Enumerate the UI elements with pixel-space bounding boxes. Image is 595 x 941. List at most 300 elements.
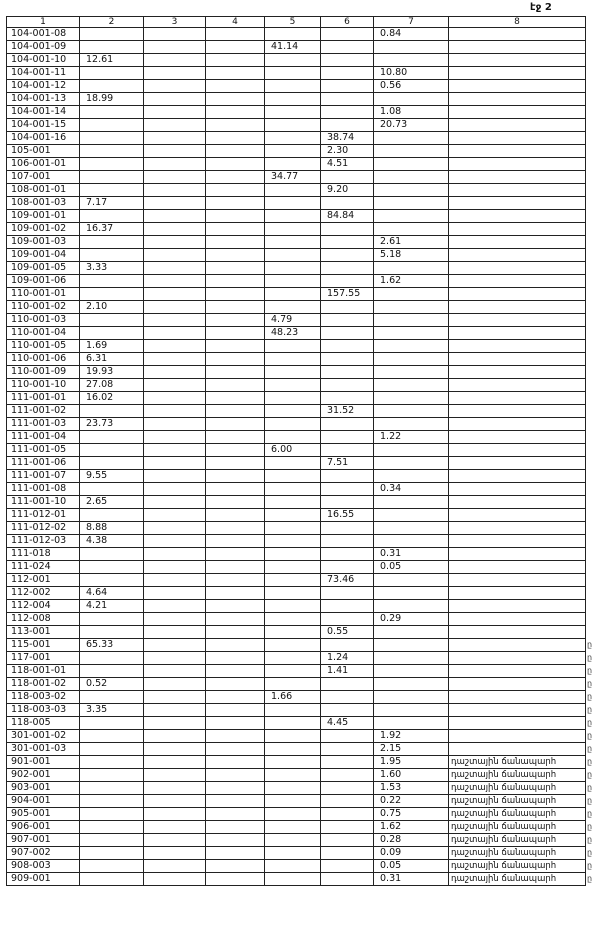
value-cell: 1.69: [80, 340, 144, 353]
note-cell: [449, 704, 586, 717]
value-cell: [206, 28, 265, 41]
table-row: [7, 314, 586, 327]
value-cell: [206, 548, 265, 561]
value-cell: [206, 197, 265, 210]
parcel-code-cell: 104-001-12: [7, 80, 80, 93]
value-cell: [206, 665, 265, 678]
value-cell: [144, 41, 206, 54]
parcel-code-cell: 110-001-03: [7, 314, 80, 327]
parcel-code-cell: 111-012-02: [7, 522, 80, 535]
value-cell: 8.88: [80, 522, 144, 535]
value-cell: [206, 353, 265, 366]
value-cell: 4.45: [321, 717, 374, 730]
value-cell: [321, 873, 374, 886]
table-row: [7, 431, 586, 444]
table-row: [7, 613, 586, 626]
note-cell: [449, 509, 586, 522]
table-row: [7, 184, 586, 197]
note-cell: [449, 54, 586, 67]
value-cell: [144, 808, 206, 821]
value-cell: [206, 431, 265, 444]
value-cell: [80, 119, 144, 132]
value-cell: [144, 223, 206, 236]
value-cell: [206, 275, 265, 288]
value-cell: [265, 704, 321, 717]
value-cell: 3.33: [80, 262, 144, 275]
value-cell: [80, 28, 144, 41]
parcel-code-cell: 118-003-02: [7, 691, 80, 704]
value-cell: [321, 106, 374, 119]
table-row: [7, 275, 586, 288]
value-cell: 0.84: [374, 28, 449, 41]
note-cell: դաշտային ճանապարհ: [449, 873, 586, 886]
value-cell: [374, 314, 449, 327]
value-cell: [321, 93, 374, 106]
value-cell: [321, 535, 374, 548]
column-header-8: 8: [449, 17, 586, 28]
value-cell: [374, 54, 449, 67]
note-cell: [449, 262, 586, 275]
table-row: [7, 457, 586, 470]
value-cell: 16.37: [80, 223, 144, 236]
value-cell: [321, 704, 374, 717]
value-cell: [144, 158, 206, 171]
value-cell: [374, 691, 449, 704]
value-cell: 2.65: [80, 496, 144, 509]
value-cell: [80, 613, 144, 626]
value-cell: [265, 782, 321, 795]
table-row: [7, 678, 586, 691]
value-cell: [374, 340, 449, 353]
value-cell: 3.35: [80, 704, 144, 717]
note-cell: դաշտային ճանապարհ: [449, 756, 586, 769]
note-cell: դաշտային ճանապարհ: [449, 769, 586, 782]
value-cell: [206, 67, 265, 80]
value-cell: [374, 522, 449, 535]
parcel-code-cell: 109-001-03: [7, 236, 80, 249]
value-cell: [265, 561, 321, 574]
table-row: [7, 392, 586, 405]
value-cell: [265, 340, 321, 353]
table-row: [7, 340, 586, 353]
parcel-code-cell: 111-001-04: [7, 431, 80, 444]
value-cell: [144, 678, 206, 691]
value-cell: 1.24: [321, 652, 374, 665]
value-cell: 38.74: [321, 132, 374, 145]
value-cell: [265, 743, 321, 756]
value-cell: [206, 210, 265, 223]
value-cell: 1.66: [265, 691, 321, 704]
value-cell: 1.62: [374, 821, 449, 834]
value-cell: [265, 665, 321, 678]
value-cell: [321, 418, 374, 431]
value-cell: 0.22: [374, 795, 449, 808]
parcel-code-cell: 301-001-02: [7, 730, 80, 743]
value-cell: [265, 717, 321, 730]
table-row: [7, 652, 586, 665]
parcel-code-cell: 118-001-02: [7, 678, 80, 691]
value-cell: [265, 275, 321, 288]
value-cell: [80, 782, 144, 795]
value-cell: [206, 717, 265, 730]
parcel-code-cell: 902-001: [7, 769, 80, 782]
value-cell: [265, 106, 321, 119]
column-header-3: 3: [144, 17, 206, 28]
value-cell: [206, 457, 265, 470]
trailing-mark: ը: [587, 744, 593, 753]
parcel-code-cell: 118-005: [7, 717, 80, 730]
value-cell: [144, 496, 206, 509]
value-cell: [80, 743, 144, 756]
value-cell: 16.02: [80, 392, 144, 405]
value-cell: [265, 119, 321, 132]
value-cell: [321, 730, 374, 743]
value-cell: 4.79: [265, 314, 321, 327]
note-cell: [449, 561, 586, 574]
table-row: [7, 288, 586, 301]
value-cell: [144, 197, 206, 210]
parcel-code-cell: 109-001-02: [7, 223, 80, 236]
note-cell: [449, 327, 586, 340]
table-row: [7, 522, 586, 535]
parcel-code-cell: 110-001-10: [7, 379, 80, 392]
note-cell: [449, 353, 586, 366]
table-row: [7, 262, 586, 275]
parcel-code-cell: 104-001-08: [7, 28, 80, 41]
value-cell: [265, 145, 321, 158]
value-cell: [206, 730, 265, 743]
value-cell: [144, 171, 206, 184]
value-cell: [144, 392, 206, 405]
value-cell: [144, 288, 206, 301]
value-cell: [265, 678, 321, 691]
value-cell: [144, 145, 206, 158]
value-cell: [265, 223, 321, 236]
parcel-code-cell: 109-001-06: [7, 275, 80, 288]
value-cell: [206, 418, 265, 431]
value-cell: [206, 652, 265, 665]
note-cell: [449, 665, 586, 678]
value-cell: [144, 405, 206, 418]
value-cell: [206, 756, 265, 769]
value-cell: [321, 119, 374, 132]
parcel-code-cell: 301-001-03: [7, 743, 80, 756]
value-cell: [144, 847, 206, 860]
value-cell: [144, 639, 206, 652]
parcel-code-cell: 112-008: [7, 613, 80, 626]
value-cell: [265, 548, 321, 561]
value-cell: [206, 236, 265, 249]
value-cell: 1.95: [374, 756, 449, 769]
parcel-code-cell: 111-012-03: [7, 535, 80, 548]
value-cell: [206, 288, 265, 301]
value-cell: [206, 392, 265, 405]
value-cell: [374, 574, 449, 587]
parcel-code-cell: 117-001: [7, 652, 80, 665]
value-cell: [80, 405, 144, 418]
value-cell: [265, 600, 321, 613]
table-row: [7, 80, 586, 93]
table-row: [7, 197, 586, 210]
parcel-code-cell: 111-024: [7, 561, 80, 574]
table-row: [7, 574, 586, 587]
value-cell: [321, 314, 374, 327]
value-cell: [144, 756, 206, 769]
value-cell: [144, 574, 206, 587]
parcel-code-cell: 111-001-07: [7, 470, 80, 483]
value-cell: [144, 561, 206, 574]
value-cell: [144, 730, 206, 743]
value-cell: [374, 41, 449, 54]
value-cell: [80, 769, 144, 782]
table-row: [7, 834, 586, 847]
value-cell: [206, 314, 265, 327]
table-row: [7, 730, 586, 743]
value-cell: [206, 405, 265, 418]
parcel-code-cell: 110-001-09: [7, 366, 80, 379]
value-cell: [144, 210, 206, 223]
parcel-code-cell: 111-001-08: [7, 483, 80, 496]
value-cell: [144, 431, 206, 444]
value-cell: [144, 67, 206, 80]
value-cell: [80, 756, 144, 769]
parcel-code-cell: 111-012-01: [7, 509, 80, 522]
trailing-mark: ը: [587, 757, 593, 766]
value-cell: [144, 314, 206, 327]
trailing-mark: ը: [587, 822, 593, 831]
note-cell: դաշտային ճանապարհ: [449, 847, 586, 860]
value-cell: [374, 665, 449, 678]
value-cell: [321, 197, 374, 210]
value-cell: 0.05: [374, 561, 449, 574]
value-cell: [206, 769, 265, 782]
value-cell: [144, 418, 206, 431]
parcel-code-cell: 110-001-04: [7, 327, 80, 340]
parcel-code-cell: 104-001-16: [7, 132, 80, 145]
value-cell: [265, 379, 321, 392]
value-cell: [374, 717, 449, 730]
value-cell: [206, 93, 265, 106]
value-cell: [321, 691, 374, 704]
value-cell: [144, 704, 206, 717]
table-row: [7, 860, 586, 873]
value-cell: [265, 132, 321, 145]
value-cell: [265, 470, 321, 483]
value-cell: [374, 639, 449, 652]
value-cell: [144, 821, 206, 834]
value-cell: [321, 353, 374, 366]
value-cell: [321, 431, 374, 444]
value-cell: [321, 834, 374, 847]
value-cell: [144, 743, 206, 756]
value-cell: [374, 327, 449, 340]
value-cell: [80, 236, 144, 249]
column-header-2: 2: [80, 17, 144, 28]
value-cell: [80, 561, 144, 574]
value-cell: [374, 262, 449, 275]
value-cell: [206, 132, 265, 145]
table-row: [7, 236, 586, 249]
value-cell: 73.46: [321, 574, 374, 587]
value-cell: [265, 457, 321, 470]
value-cell: [374, 600, 449, 613]
parcel-code-cell: 104-001-13: [7, 93, 80, 106]
value-cell: [321, 41, 374, 54]
value-cell: [144, 782, 206, 795]
trailing-mark: ը: [587, 848, 593, 857]
value-cell: 31.52: [321, 405, 374, 418]
table-row: [7, 145, 586, 158]
value-cell: [206, 340, 265, 353]
note-cell: [449, 314, 586, 327]
value-cell: [80, 691, 144, 704]
value-cell: [80, 158, 144, 171]
value-cell: [80, 509, 144, 522]
table-row: [7, 691, 586, 704]
value-cell: 27.08: [80, 379, 144, 392]
value-cell: [144, 613, 206, 626]
value-cell: [265, 496, 321, 509]
table-row: [7, 93, 586, 106]
note-cell: [449, 457, 586, 470]
value-cell: [321, 379, 374, 392]
parcel-code-cell: 113-001: [7, 626, 80, 639]
value-cell: [206, 184, 265, 197]
value-cell: [206, 847, 265, 860]
value-cell: [321, 548, 374, 561]
value-cell: [374, 197, 449, 210]
value-cell: [144, 340, 206, 353]
value-cell: [321, 366, 374, 379]
value-cell: 2.30: [321, 145, 374, 158]
trailing-mark: ը: [587, 666, 593, 675]
value-cell: [206, 80, 265, 93]
value-cell: [206, 327, 265, 340]
table-body: [7, 28, 586, 886]
value-cell: [80, 548, 144, 561]
value-cell: [206, 678, 265, 691]
value-cell: [321, 821, 374, 834]
value-cell: [265, 483, 321, 496]
value-cell: 5.18: [374, 249, 449, 262]
table-row: [7, 301, 586, 314]
table-row: [7, 561, 586, 574]
table-row: [7, 106, 586, 119]
table-row: [7, 249, 586, 262]
table-row: [7, 626, 586, 639]
value-cell: [80, 327, 144, 340]
note-cell: [449, 249, 586, 262]
value-cell: [144, 132, 206, 145]
value-cell: [206, 808, 265, 821]
value-cell: 9.20: [321, 184, 374, 197]
value-cell: [374, 626, 449, 639]
table-row: [7, 782, 586, 795]
value-cell: [144, 483, 206, 496]
value-cell: 18.99: [80, 93, 144, 106]
value-cell: [80, 847, 144, 860]
table-row: [7, 873, 586, 886]
value-cell: [265, 652, 321, 665]
value-cell: [80, 132, 144, 145]
value-cell: 6.31: [80, 353, 144, 366]
table-row: [7, 444, 586, 457]
value-cell: [144, 262, 206, 275]
parcel-code-cell: 112-004: [7, 600, 80, 613]
value-cell: [206, 106, 265, 119]
table-row: [7, 366, 586, 379]
value-cell: [321, 275, 374, 288]
note-cell: դաշտային ճանապարհ: [449, 860, 586, 873]
value-cell: 84.84: [321, 210, 374, 223]
value-cell: [265, 821, 321, 834]
value-cell: [144, 522, 206, 535]
value-cell: [80, 457, 144, 470]
note-cell: [449, 444, 586, 457]
value-cell: 1.60: [374, 769, 449, 782]
value-cell: [321, 236, 374, 249]
value-cell: 41.14: [265, 41, 321, 54]
value-cell: [144, 444, 206, 457]
value-cell: [144, 184, 206, 197]
value-cell: [265, 158, 321, 171]
value-cell: 7.17: [80, 197, 144, 210]
value-cell: [265, 210, 321, 223]
note-cell: [449, 132, 586, 145]
value-cell: [206, 704, 265, 717]
note-cell: [449, 184, 586, 197]
value-cell: [321, 808, 374, 821]
table-row: [7, 158, 586, 171]
table-row: [7, 327, 586, 340]
note-cell: [449, 535, 586, 548]
table-row: [7, 496, 586, 509]
value-cell: [80, 834, 144, 847]
parcel-code-cell: 118-003-03: [7, 704, 80, 717]
value-cell: 0.75: [374, 808, 449, 821]
note-cell: [449, 639, 586, 652]
trailing-mark: ը: [587, 692, 593, 701]
value-cell: [206, 379, 265, 392]
value-cell: [265, 184, 321, 197]
trailing-mark: ը: [587, 679, 593, 688]
value-cell: [374, 353, 449, 366]
value-cell: 0.28: [374, 834, 449, 847]
trailing-mark: ը: [587, 835, 593, 844]
value-cell: 2.61: [374, 236, 449, 249]
trailing-mark: ը: [587, 731, 593, 740]
parcel-code-cell: 906-001: [7, 821, 80, 834]
table-row: [7, 756, 586, 769]
value-cell: [144, 249, 206, 262]
value-cell: [80, 184, 144, 197]
parcel-code-cell: 905-001: [7, 808, 80, 821]
value-cell: [80, 574, 144, 587]
value-cell: [374, 470, 449, 483]
parcel-code-cell: 110-001-01: [7, 288, 80, 301]
table-row: [7, 210, 586, 223]
value-cell: [374, 288, 449, 301]
parcel-code-cell: 907-001: [7, 834, 80, 847]
value-cell: 0.55: [321, 626, 374, 639]
value-cell: [321, 223, 374, 236]
value-cell: [80, 665, 144, 678]
value-cell: [265, 860, 321, 873]
note-cell: [449, 28, 586, 41]
value-cell: [265, 366, 321, 379]
table-row: [7, 67, 586, 80]
value-cell: [265, 795, 321, 808]
